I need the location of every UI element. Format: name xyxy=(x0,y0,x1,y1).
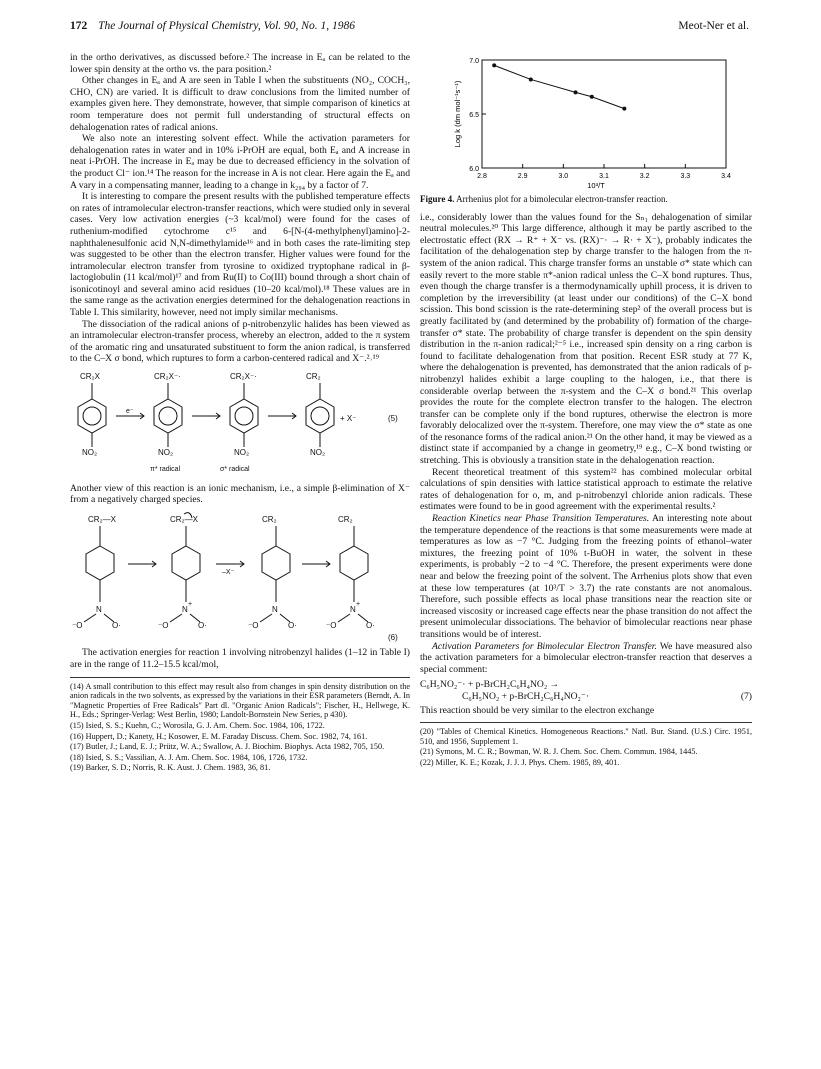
paragraph: i.e., considerably lower than the values found for the Sₙ₁ dehalogenation of similar neutral molecules.²⁰ This large difference, although it may be partly ascribed to the electrostatic effect (RX → R⁺ + X⁻ vs. (RX)⁻· → R· + X⁻), probably indicates the facilitation of the dehalogenation step by charge transfer to the halogen from the π-system of the anion radical. This charge transfer forms an unstable σ* state which can easily revert to the more stable π*-anion radical unless the C–X bond ruptures. Thus, even though the charge transfer is a thermodynamically uphill process, it is driven to completion by the irreversibility (at least under our conditions) of the C–X bond scission. This bond scission is the rate-determining step² of the overall process but is greatly facilitated by (and determined by the probability of) formation of the charge-transfer σ* state. The probability of charge transfer is dependent on the spin density distribution in the π-anion radical;²⁻⁵ i.e., increased spin density on a ring carbon is found to facilitate dehalogenation from that position. Recent ESR study at 77 K, where the dehalogenation is prevented, has demonstrated that the anion radicals of p-nitrobenzyl halides exhibit a large coupling to the halogen, i.e., that there is considerable overlap between the π-system and the C–X σ bond.²¹ This overlap provides the route for the complete electron transfer to the halogen. The electron transfer can be complete only if the bond ruptures, otherwise the electron is more favorably delocalized over the π-system. Therefore, one may view the σ* state as one of the resonance forms of the radical anion.²¹ On the other hand, it may be viewed as a distinct state if accompanied by a change in geometry,¹⁹ e.g., C–X bond twisting or stretching. This is obviously a transition state in the dehalogenation reaction. xyxy=(420,211,752,467)
equation-line: C₆H₅NO₂⁻· + p-BrCH₂C₆H₄NO₂ → xyxy=(420,679,560,691)
figure-caption xyxy=(420,194,752,206)
benzene-ring xyxy=(306,399,334,433)
x-tick-label: 3.3 xyxy=(680,173,691,180)
footnotes-left xyxy=(70,677,410,773)
footnote: (15) Isied, S. S.; Kuehn, C.; Worosila, G. J. Am. Chem. Soc. 1984, 106, 1722. xyxy=(70,720,325,730)
nitro-O-left: ⁻O xyxy=(72,620,83,630)
nitro-N: N xyxy=(272,604,278,614)
nitro-O-right: O· xyxy=(366,620,375,630)
data-point xyxy=(574,90,578,94)
benzene-ring xyxy=(230,399,258,433)
reaction-scheme-6 xyxy=(70,510,410,646)
equation-7 xyxy=(420,679,752,702)
scheme5-no2-2: NO₂ xyxy=(158,448,174,458)
benzene-ring xyxy=(262,546,290,580)
scheme6-group-2: CR₂—X xyxy=(170,514,198,524)
data-point xyxy=(622,107,626,111)
footnote: (21) Symons, M. C. R.; Bowman, W. R. J. Chem. Soc. Chem. Commun. 1984, 1445. xyxy=(420,747,698,757)
paragraph: This reaction should be very similar to the electron exchange xyxy=(420,704,655,716)
x-tick-label: 3.0 xyxy=(558,173,569,180)
paragraph xyxy=(420,641,752,676)
benzene-ring xyxy=(86,546,114,580)
scheme-6-drawing xyxy=(70,510,410,642)
journal-citation: The Journal of Physical Chemistry, Vol. 90, No. 1, 1986 xyxy=(98,20,355,32)
left-column xyxy=(70,52,410,774)
benzene-ring xyxy=(78,399,106,433)
benzene-ring xyxy=(154,399,182,433)
right-column xyxy=(420,52,752,769)
benzene-ring xyxy=(311,407,329,425)
x-tick-label: 2.9 xyxy=(517,173,528,180)
nitro-N: N xyxy=(96,604,102,614)
equation-number-6: (6) xyxy=(388,632,398,642)
scheme5-no2-3: NO₂ xyxy=(234,448,250,458)
scheme5-arrow-label: e⁻ xyxy=(126,408,134,416)
series-line xyxy=(494,65,624,108)
nitro-O-left: ⁻O xyxy=(158,620,169,630)
scheme6-group-1: CR₂—X xyxy=(88,514,116,524)
nitro-O-right: O· xyxy=(198,620,207,630)
scheme5-label-sigma: σ* radical xyxy=(220,466,250,474)
nitro-O-left: ⁻O xyxy=(326,620,337,630)
paragraph: Recent theoretical treatment of this system²² has combined molecular orbital calculations of spin densities with lattice statistical approach to estimate the relative rates of dehalogenation for o, m, and p-nitrobenzyl chloride anion radicals. These estimates were found to be in good agreement with the experimental results.² xyxy=(420,466,752,513)
arrhenius-plot xyxy=(420,52,752,190)
nitro-O-right: O· xyxy=(288,620,297,630)
benzene-ring xyxy=(159,407,177,425)
nitro-N: N xyxy=(350,604,356,614)
scheme5-group-4: CR₂ xyxy=(306,372,321,382)
y-tick-label: 6.0 xyxy=(469,166,479,173)
footnote: (20) "Tables of Chemical Kinetics. Homogeneous Reactions." Natl. Bur. Stand. (U.S.) Circ. 1951, 510, and 1956, Supplement 1. xyxy=(420,727,752,746)
scheme-5-drawing xyxy=(70,369,410,477)
x-tick-label: 3.2 xyxy=(639,173,650,180)
section-heading: Reaction Kinetics near Phase Transition Temperatures. xyxy=(432,513,650,525)
x-tick-label: 3.4 xyxy=(721,173,731,180)
section-text: An interesting note about the temperature dependence of the reactions is that some measurements were made at temperatures as low as −7 °C. Judging from the freezing points of ethanol–water mixtures, the freezing point of 10% t-BuOH in water, the solvent in these experiments, is probably −2 to −4 °C. Therefore, the present experiments were done near and below the freezing point of the solvent. The Arrhenius plots show that even at these low temperatures (at 10³/T > 3.7) the rate constants are not anomalous. Therefore, such possible effects as local phase transitions near the reaction site or increased viscosity or increased cage effects near the phase transition do not affect the present unimolecular dissociations. The behavior of bimolecular reactions near phase transitions would be of interest. xyxy=(420,513,752,640)
y-axis-label: Log k (dm mol⁻¹s⁻¹) xyxy=(453,80,462,148)
scheme5-no2-1: NO₂ xyxy=(82,448,98,458)
footnote: (22) Miller, K. E.; Kozak, J. J. J. Phys. Chem. 1985, 89, 401. xyxy=(420,757,620,767)
running-header xyxy=(70,20,749,38)
footnote: (14) A small contribution to this effect may result also from changes in spin density distribution on the anion radicals in the two solvents, as expressed by the variations in their ESR parameters (Berndt, A. In "Magnetic Properties of Free Radicals" Part dl. "Organic Anion Radicals"; Fischer, H., Hellwege, K. H., Eds.; Springer-Verlag: West Berlin, 1980; Landolt-Bornstein New Series, p 430). xyxy=(70,681,410,720)
paragraph xyxy=(420,513,752,641)
paragraph: We also note an interesting solvent effect. While the activation parameters for dehalogenation rates in water and in 10% i-PrOH are equal, both Eₐ and A increase in neat i-PrOH. The increase in Eₐ may be due to decreased efficiency in the solvation of the product Cl⁻ ion.¹⁴ The reason for the increase in A is not clear. Here again the Eₐ and A vary in a compensating manner, leading to a change in k₂₉₄ by a factor of 7. xyxy=(70,133,410,191)
footnote: (16) Huppert, D.; Kanety, H.; Kosower, E. M. Faraday Discuss. Chem. Soc. 1982, 74, 161. xyxy=(70,731,368,741)
data-point xyxy=(590,95,594,99)
nitro-plus: + xyxy=(356,600,361,608)
scheme5-label-pi: π* radical xyxy=(150,466,181,474)
reaction-scheme-5 xyxy=(70,369,410,481)
x-tick-label: 2.8 xyxy=(477,173,487,180)
equation-number-7: (7) xyxy=(740,690,752,702)
paragraph: It is interesting to compare the present results with the published temperature effects on rates of intramolecular electron-transfer reactions, which were studied only in several cases. Very low activation energies (~3 kcal/mol) were found for the cases of ruthenium-modified cytochrome c¹⁵ and 6-[N-(4-methylphenyl)amino]-2-naphthalenesulfonic acid N,N-dimethylamide¹⁶ and in both cases the rate-limiting step was suggested to be other than the electron transfer. Higher values were found for the intramolecular electron transfer from tyrosine to oxidized tryptophane radical in β-lactoglobulin (11 kcal/mol)¹⁷ and from Ru(II) to Co(III) bound through a short chain of isonicotinoyl and several amino acid residues (10–20 kcal/mol).¹⁸ These values are in the same range as the activation energies determined for the dehalogenation reactions in Table I. This similarity, however, need not imply similar mechanisms. xyxy=(70,191,410,319)
footnote: (18) Isied, S. S.; Vassilian, A. J. Am. Chem. Soc. 1984, 106, 1726, 1732. xyxy=(70,752,308,762)
y-tick-label: 6.5 xyxy=(469,112,479,119)
figure-caption-text: Arrhenius plot for a bimolecular electron-transfer reaction. xyxy=(456,194,668,204)
nitro-O-left: ⁻O xyxy=(248,620,259,630)
paragraph: The dissociation of the radical anions of p-nitrobenzylic halides has been viewed as an intramolecular electron-transfer process, whereby an electron, added to the π system of the aromatic ring and unsaturated substituent to form the anion radical, is transferred to the C–X σ bond, which ruptures to form a carbon-centered radical and X⁻.²˒¹⁹ xyxy=(70,318,410,365)
paragraph: Another view of this reaction is an ionic mechanism, i.e., a simple β-elimination of X⁻ from a negatively charged species. xyxy=(70,482,410,506)
data-point xyxy=(492,63,496,67)
scheme6-group-4: CR₂ xyxy=(338,514,353,524)
scheme6-group-3: CR₂ xyxy=(262,514,277,524)
nitro-O-right: O· xyxy=(112,620,121,630)
scheme5-product: + X⁻ xyxy=(340,414,357,424)
x-axis-label: 10³/T xyxy=(587,181,605,190)
paragraph: The activation energies for reaction 1 involving nitrobenzyl halides (1–12 in Table I) are in the range of 11.2–15.5 kcal/mol, xyxy=(70,647,410,670)
benzene-ring xyxy=(83,407,101,425)
benzene-ring xyxy=(340,546,368,580)
scheme5-no2-4: NO₂ xyxy=(310,448,326,458)
figure-4 xyxy=(420,52,752,190)
equation-number-5: (5) xyxy=(388,414,398,424)
footnote: (19) Barker, S. D.; Norris, R. K. Aust. J. Chem. 1983, 36, 81. xyxy=(70,763,271,773)
figure-caption-label: Figure 4. xyxy=(420,194,455,204)
section-heading: Activation Parameters for Bimolecular Electron Transfer. xyxy=(432,640,657,652)
x-tick-label: 3.1 xyxy=(599,173,609,180)
y-tick-label: 7.0 xyxy=(469,58,479,65)
scheme6-arrow-label: –X⁻ xyxy=(222,568,235,576)
section-text: We have measured also the activation parameters for a bimolecular electron-transfer reaction that deserves a special comment: xyxy=(420,640,752,675)
scheme5-group-3: CR₂X⁻· xyxy=(230,372,257,382)
page-number: 172 xyxy=(70,20,88,32)
benzene-ring xyxy=(172,546,200,580)
nitro-N: N xyxy=(182,604,188,614)
paragraph: Other changes in Eₐ and A are seen in Table I when the substituents (NO₂, COCH₃, CHO, CN) are varied. It is difficult to draw conclusions from the limited number of examples given here. They demonstrate, however, that simple comparison of kinetics at room temperature does not permit full understanding of structural effects on dehalogenation rates of radical anions. xyxy=(70,75,410,133)
equation-line: C₆H₅NO₂ + p-BrCH₂C₆H₄NO₂⁻· xyxy=(462,690,590,702)
running-authors: Meot-Ner et al. xyxy=(678,20,749,32)
nitro-plus: + xyxy=(188,600,193,608)
paragraph: in the ortho derivatives, as discussed before.² The increase in Eₐ can be related to the lower spin density at the ortho vs. the para position.² xyxy=(70,52,410,75)
footnote: (17) Butler, J.; Land, E. J.; Prütz, W. A.; Swallow, A. J. Biochim. Biophys. Acta 1982, 705, 150. xyxy=(70,742,385,752)
scheme5-group-1: CR₂X xyxy=(80,372,100,382)
footnotes-right xyxy=(420,722,752,767)
scheme5-group-2: CR₂X⁻· xyxy=(154,372,181,382)
data-point xyxy=(529,77,533,81)
benzene-ring xyxy=(235,407,253,425)
plot-frame xyxy=(482,60,726,168)
